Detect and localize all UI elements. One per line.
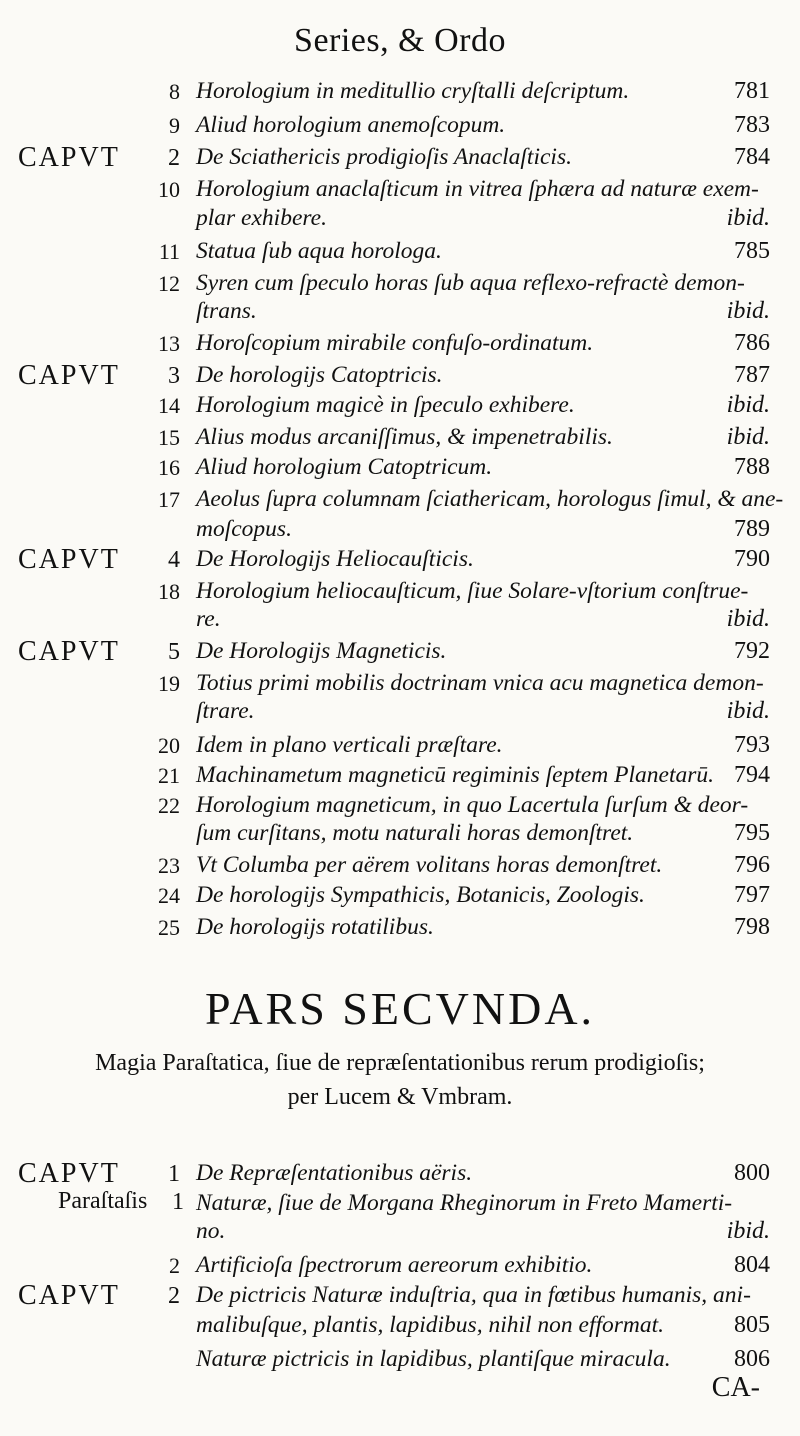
entry-title: ſtrans. — [196, 298, 257, 324]
entry-title: Vt Columba per aërem volitans horas demonſtret. — [196, 852, 663, 878]
toc-entry — [0, 203, 800, 237]
catchword: CA- — [711, 1372, 760, 1403]
entry-title: Horologium anaclaſticum in vitrea ſphæra ad naturæ exem- — [196, 176, 759, 202]
entry-number: 10 — [158, 177, 180, 202]
toc-entry — [0, 1310, 800, 1344]
page-reference: 798 — [734, 914, 770, 940]
entry-title: De horologijs Sympathicis, Botanicis, Zoologis. — [196, 882, 645, 908]
parastasis-number: 1 — [172, 1189, 184, 1215]
toc-entry — [0, 544, 800, 578]
toc-entry — [0, 730, 800, 764]
page-reference: 804 — [734, 1252, 770, 1278]
page-reference: 806 — [734, 1346, 770, 1372]
toc-entry — [0, 360, 800, 394]
entry-number: 14 — [158, 393, 180, 418]
entry-title: De Horologijs Heliocauſticis. — [196, 546, 474, 572]
toc-entry — [0, 236, 800, 270]
page-reference: 800 — [734, 1160, 770, 1186]
entry-title: Horologium heliocauſticum, ſiue Solare-vſtorium conſtrue- — [196, 578, 749, 604]
toc-entry — [0, 76, 800, 110]
toc-entry — [0, 110, 800, 144]
page-reference: 784 — [734, 144, 770, 170]
entry-title: Syren cum ſpeculo horas ſub aqua reflexo-refractè demon- — [196, 270, 745, 296]
toc-entry — [0, 452, 800, 486]
entry-title: Aliud horologium anemoſcopum. — [196, 112, 506, 138]
entry-title: Artificioſa ſpectrorum aereorum exhibitio. — [196, 1252, 593, 1278]
entry-number: 17 — [158, 487, 180, 512]
toc-entry — [0, 390, 800, 424]
page-reference: 790 — [734, 546, 770, 572]
toc-entry — [0, 636, 800, 670]
page-reference: 788 — [734, 454, 770, 480]
toc-entry — [0, 1216, 800, 1250]
entry-number: 12 — [158, 271, 180, 296]
entry-title: De pictricis Naturæ induſtria, qua in fœtibus humanis, ani- — [196, 1282, 751, 1308]
toc-entry — [0, 484, 800, 518]
entry-number: 2 — [169, 1253, 180, 1278]
page-reference: 785 — [734, 238, 770, 264]
entry-title: ſum curſitans, motu naturali horas demonſtret. — [196, 820, 634, 846]
entry-title: Aliud horologium Catoptricum. — [196, 454, 493, 480]
entry-title: Machinametum magneticū regiminis ſeptem Planetarū. — [196, 762, 714, 788]
toc-entry — [0, 1344, 800, 1378]
entry-number: 19 — [158, 671, 180, 696]
running-header: Series, & Ordo — [294, 22, 506, 59]
caput-label: CAPVT — [18, 142, 120, 173]
entry-title: Horoſcopium mirabile confuſo-ordinatum. — [196, 330, 594, 356]
toc-entry — [0, 696, 800, 730]
toc-entry — [0, 422, 800, 456]
entry-title: Alius modus arcaniſſimus, & impenetrabilis. — [196, 424, 613, 450]
entry-number: 16 — [158, 455, 180, 480]
page-reference: 793 — [734, 732, 770, 758]
page-reference: ibid. — [726, 1218, 770, 1244]
pars-title: PARS SECVNDA. — [204, 983, 596, 1034]
page-reference: ibid. — [726, 392, 770, 418]
toc-entry — [0, 1280, 800, 1314]
caput-label: CAPVT — [18, 544, 120, 575]
caput-number: 2 — [168, 1283, 180, 1309]
entry-number: 22 — [158, 793, 180, 818]
page-reference: 786 — [734, 330, 770, 356]
entry-number: 11 — [158, 239, 180, 264]
page-reference: 783 — [734, 112, 770, 138]
entry-title: De horologijs Catoptricis. — [196, 362, 443, 388]
page-reference: 795 — [734, 820, 770, 846]
toc-entry — [0, 328, 800, 362]
entry-number: 23 — [158, 853, 180, 878]
page-reference: ibid. — [726, 205, 770, 231]
entry-title: Horologium magneticum, in quo Lacertula ſurſum & deor- — [196, 792, 749, 818]
page-reference: 792 — [734, 638, 770, 664]
entry-title: ſtrare. — [196, 698, 255, 724]
entry-title: Aeolus ſupra columnam ſciathericam, horologus ſimul, & ane- — [196, 486, 784, 512]
entry-number: 15 — [158, 425, 180, 450]
toc-entry — [0, 142, 800, 176]
entry-title: no. — [196, 1218, 226, 1244]
toc-entry — [0, 850, 800, 884]
toc-entry — [0, 296, 800, 330]
page-reference: ibid. — [726, 298, 770, 324]
entry-title: Horologium magicè in ſpeculo exhibere. — [196, 392, 575, 418]
entry-title: De Repræſentationibus aëris. — [196, 1160, 473, 1186]
toc-entry — [0, 818, 800, 852]
page-reference: ibid. — [726, 698, 770, 724]
toc-entry — [0, 912, 800, 946]
caput-label: CAPVT — [18, 636, 120, 667]
entry-title: Naturæ, ſiue de Morgana Rheginorum in Freto Mamerti- — [196, 1190, 733, 1216]
caput-number: 5 — [168, 639, 180, 665]
toc-entry — [0, 1158, 800, 1192]
caput-label: CAPVT — [18, 1158, 120, 1189]
entry-title: Naturæ pictricis in lapidibus, plantiſque miracula. — [196, 1346, 671, 1372]
entry-number: 13 — [158, 331, 180, 356]
caput-label: CAPVT — [18, 360, 120, 391]
parastasis-label: Paraſtaſis — [58, 1188, 148, 1214]
caput-number: 1 — [168, 1161, 180, 1187]
entry-number: 25 — [158, 915, 180, 940]
entry-title: De Sciathericis prodigioſis Anaclaſticis. — [196, 144, 572, 170]
entry-title: re. — [196, 606, 221, 632]
page-reference: 794 — [734, 762, 770, 788]
toc-entry — [0, 760, 800, 794]
entry-title: Horologium in meditullio cryſtalli deſcriptum. — [196, 78, 630, 104]
caput-number: 4 — [168, 547, 180, 573]
entry-title: De Horologijs Magneticis. — [196, 638, 447, 664]
entry-number: 20 — [158, 733, 180, 758]
entry-title: moſcopus. — [196, 516, 292, 542]
toc-entry — [0, 604, 800, 638]
toc-entry — [0, 1250, 800, 1284]
toc-entry — [0, 514, 800, 548]
page-reference: ibid. — [726, 606, 770, 632]
pars-subtitle-1: Magia Paraſtatica, ſiue de repræſentationibus rerum prodigioſis; — [95, 1050, 705, 1076]
entry-title: De horologijs rotatilibus. — [196, 914, 434, 940]
page-reference: 797 — [734, 882, 770, 908]
page-reference: 805 — [734, 1312, 770, 1338]
pars-subtitle-2: per Lucem & Vmbram. — [287, 1084, 513, 1110]
caput-label: CAPVT — [18, 1280, 120, 1311]
entry-number: 21 — [158, 763, 180, 788]
entry-number: 8 — [169, 79, 180, 104]
entry-title: Idem in plano verticali præſtare. — [196, 732, 503, 758]
entry-number: 24 — [158, 883, 180, 908]
page-reference: 789 — [734, 516, 770, 542]
entry-title: Statua ſub aqua horologa. — [196, 238, 442, 264]
page-reference: ibid. — [726, 424, 770, 450]
entry-title: Totius primi mobilis doctrinam vnica acu magnetica demon- — [196, 670, 764, 696]
entry-title: malibuſque, plantis, lapidibus, nihil non efformat. — [196, 1312, 665, 1338]
page-reference: 781 — [734, 78, 770, 104]
page-reference: 796 — [734, 852, 770, 878]
page-reference: 787 — [734, 362, 770, 388]
entry-number: 9 — [169, 113, 180, 138]
entry-number: 18 — [158, 579, 180, 604]
entry-title: plar exhibere. — [196, 205, 327, 231]
caput-number: 2 — [168, 145, 180, 171]
caput-number: 3 — [168, 363, 180, 389]
toc-entry — [0, 880, 800, 914]
